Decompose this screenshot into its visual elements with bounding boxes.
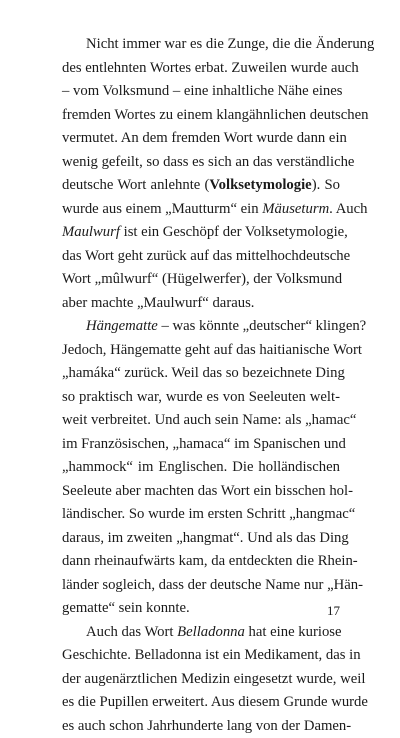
text-line [62,221,340,245]
text-line [62,621,340,645]
italic-term: Maulwurf [62,224,120,240]
text-run: Jedoch, Hängematte geht auf das haitianische Wort [62,342,362,358]
text-line [62,644,340,668]
text-run: der augenärztlichen Medizin eingesetzt wurde, weil [62,671,365,687]
text-run: länder sogleich, dass der deutsche Name nur „Hän- [62,577,363,593]
text-run: hat eine kuriose [245,624,342,640]
text-line [62,57,340,81]
text-run: Auch das Wort [86,624,177,640]
body-text [62,33,340,738]
text-line [62,527,340,551]
text-line [62,198,340,222]
text-run: das Wort geht zurück auf das mittelhochdeutsche [62,248,350,264]
text-line [62,268,340,292]
italic-term: Hängematte [86,318,158,334]
text-line [62,715,340,738]
text-line [62,597,340,621]
text-run: dann rheinaufwärts kam, da entdeckten die Rhein- [62,553,358,569]
text-line [62,409,340,433]
italic-term: Belladonna [177,624,245,640]
text-line [62,668,340,692]
text-line [62,151,340,175]
text-run: weit verbreitet. Und auch sein Name: als „hamac“ [62,412,356,428]
text-run: fremden Wortes zu einem klangähnlichen deutschen [62,107,368,123]
text-line [62,362,340,386]
text-run: es auch schon Jahrhunderte lang von der Damen- [62,718,351,734]
text-run: „hammock“ im Englischen. Die holländischen [62,459,340,475]
text-line [62,33,340,57]
text-line [62,691,340,715]
text-run: ). So [312,177,340,193]
text-run: deutsche Wort anlehnte ( [62,177,209,193]
text-line [62,480,340,504]
text-run: Nicht immer war es die Zunge, die die Änderung [86,36,374,52]
text-line [62,292,340,316]
text-line [62,104,340,128]
text-line [62,574,340,598]
text-run: „hamáka“ zurück. Weil das so bezeichnete Ding [62,365,345,381]
text-run: wenig gefeilt, so dass es sich an das verständliche [62,154,354,170]
text-line [62,550,340,574]
text-run: aber machte „Maulwurf“ daraus. [62,295,254,311]
text-run: . Auch [329,201,367,217]
text-run: im Französischen, „hamaca“ im Spanischen und [62,436,346,452]
text-line [62,456,340,480]
text-line [62,503,340,527]
text-run: so praktisch war, wurde es von Seeleuten welt- [62,389,340,405]
text-run: wurde aus einem „Mautturm“ ein [62,201,262,217]
text-run: daraus, im zweiten „hangmat“. Und als das Ding [62,530,349,546]
text-run: – was könnte „deutscher“ klingen? [158,318,366,334]
italic-term: Mäuseturm [262,201,329,217]
text-line [62,315,340,339]
text-run: gematte“ sein konnte. [62,600,190,616]
text-run: Seeleute aber machten das Wort ein bisschen hol- [62,483,353,499]
text-run: – vom Volksmund – eine inhaltliche Nähe eines [62,83,343,99]
text-run: ländischer. So wurde im ersten Schritt „hangmac“ [62,506,355,522]
text-run: vermutet. An dem fremden Wort wurde dann ein [62,130,347,146]
bold-term: Volksetymologie [209,177,311,193]
text-run: Geschichte. Belladonna ist ein Medikament, das in [62,647,361,663]
text-run: Wort „mûlwurf“ (Hügelwerfer), der Volksmund [62,271,342,287]
text-line [62,433,340,457]
text-run: es die Pupillen erweitert. Aus diesem Grunde wurde [62,694,368,710]
text-line [62,245,340,269]
page-number: 17 [327,603,340,619]
text-line [62,127,340,151]
text-line [62,174,340,198]
text-line [62,80,340,104]
text-line [62,339,340,363]
text-run: des entlehnten Wortes erbat. Zuweilen wurde auch [62,60,359,76]
text-line [62,386,340,410]
text-run: ist ein Geschöpf der Volksetymologie, [120,224,348,240]
